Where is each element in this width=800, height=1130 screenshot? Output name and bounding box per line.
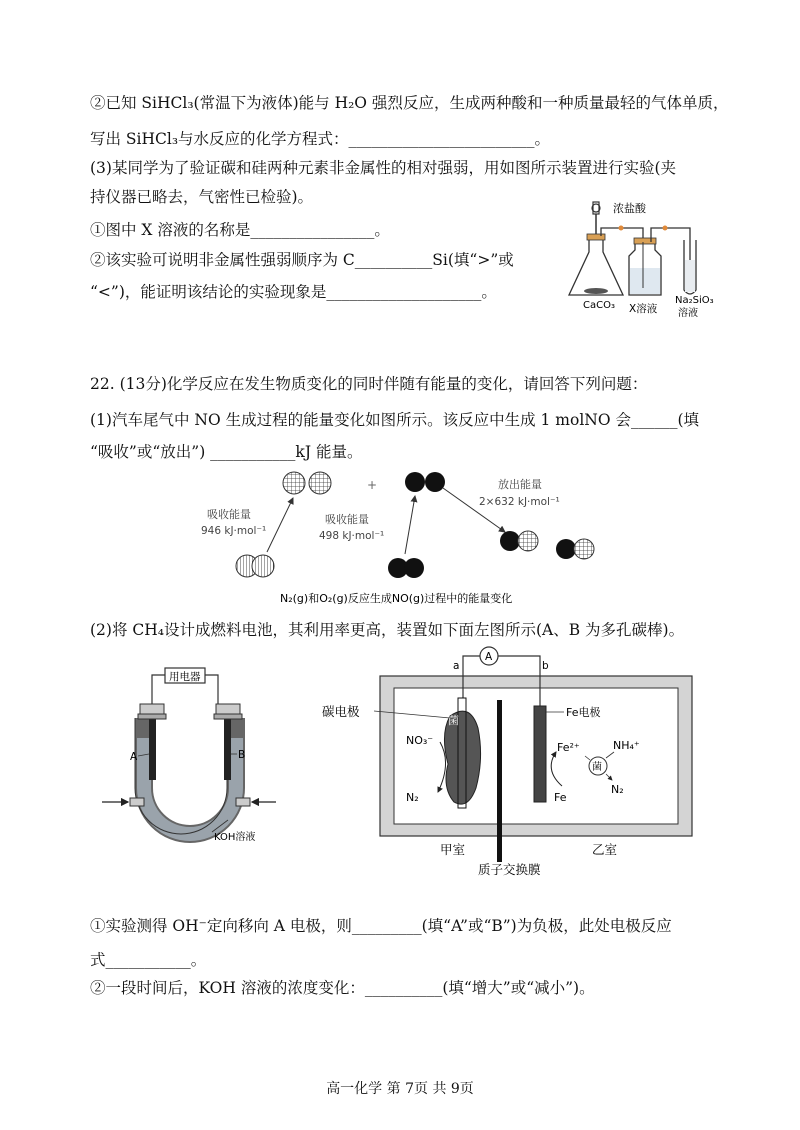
- fuel-cell-diagram: [100, 660, 290, 845]
- wire-a-label: a: [453, 660, 460, 672]
- q3-line6: ②该实验可说明非金属性强弱顺序为 C__________Si(填“>”或: [90, 251, 514, 269]
- q3-line3: (3)某同学为了验证碳和硅两种元素非金属性的相对强弱，用如图所示装置进行实验(夹: [90, 159, 677, 177]
- fe2-label: Fe²⁺: [557, 741, 580, 754]
- n2-left-label: N₂: [406, 791, 419, 804]
- carbon-electrode-label: 碳电极: [322, 704, 360, 719]
- q3-line5: ①图中 X 溶液的名称是________________。: [90, 221, 390, 239]
- q3-line7: “<”)，能证明该结论的实验现象是____________________。: [90, 283, 497, 301]
- absorb1-label: 吸收能量: [207, 508, 251, 521]
- n2-right-label: N₂: [611, 783, 624, 796]
- q3-line4: 持仪器已略去，气密性已检验)。: [90, 188, 314, 206]
- bacteria-right: 菌: [592, 762, 602, 773]
- device-label: 用电器: [169, 671, 201, 683]
- q3-line1: ②已知 SiHCl₃(常温下为液体)能与 H₂O 强烈反应，生成两种酸和一种质量最轻的气体单质，: [90, 94, 729, 112]
- ammeter-label: A: [485, 651, 493, 663]
- release-label: 放出能量: [498, 478, 542, 491]
- membrane-label: 质子交换膜: [478, 862, 541, 877]
- q22-line4: (2)将 CH₄设计成燃料电池，其利用率更高，装置如下面左图所示(A、B 为多孔碳棒)。: [90, 621, 685, 639]
- absorb1-value: 946 kJ·mol⁻¹: [201, 525, 267, 537]
- q22-line3: “吸收”或“放出”) ___________kJ 能量。: [90, 443, 363, 461]
- absorb2-label: 吸收能量: [325, 513, 369, 526]
- bacteria-left: 菌: [448, 714, 459, 727]
- energy-caption: N₂(g)和O₂(g)反应生成NO(g)过程中的能量变化: [280, 592, 513, 605]
- room2-label: 乙室: [592, 842, 618, 857]
- x-solution-label: X溶液: [629, 303, 658, 315]
- q22-line2: (1)汽车尾气中 NO 生成过程的能量变化如图所示。该反应中生成 1 molNO 会______(填: [90, 411, 700, 429]
- koh-label: KOH溶液: [214, 832, 256, 843]
- fe-bottom-label: Fe: [554, 791, 567, 804]
- nitrate-label: NO₃⁻: [406, 734, 434, 747]
- na2sio3-label: Na₂SiO₃: [675, 295, 714, 306]
- fe-electrode-label: Fe电极: [566, 706, 601, 719]
- release-value: 2×632 kJ·mol⁻¹: [479, 496, 560, 508]
- absorb2-value: 498 kJ·mol⁻¹: [319, 530, 385, 542]
- energy-diagram: [195, 462, 615, 612]
- acid-label: 浓盐酸: [613, 202, 646, 215]
- apparatus-diagram: [565, 190, 745, 325]
- q22-line1: 22. (13分)化学反应在发生物质变化的同时伴随有能量的变化，请回答下列问题：: [90, 375, 648, 393]
- electrode-a-label: A: [130, 751, 138, 763]
- na2sio3-label2: 溶液: [678, 308, 698, 319]
- microbial-cell-diagram: [300, 638, 700, 878]
- q3-line2: 写出 SiHCl₃与水反应的化学方程式：________________________。: [90, 130, 551, 148]
- q22-line6: 式___________。: [90, 951, 207, 969]
- q22-line5: ①实验测得 OH⁻定向移向 A 电极，则_________(填“A”或“B”)为负极，此处电极反应: [90, 917, 672, 935]
- electrode-b-label: B: [238, 749, 246, 761]
- plus-sign: +: [367, 478, 378, 492]
- room1-label: 甲室: [440, 842, 466, 857]
- page-footer: 高一化学 第 7页 共 9页: [326, 1081, 474, 1097]
- nh4-label: NH₄⁺: [613, 739, 640, 752]
- wire-b-label: b: [542, 660, 549, 672]
- q22-line7: ②一段时间后，KOH 溶液的浓度变化：__________(填“增大”或“减小”)。: [90, 979, 595, 997]
- caco3-label: CaCO₃: [583, 300, 615, 311]
